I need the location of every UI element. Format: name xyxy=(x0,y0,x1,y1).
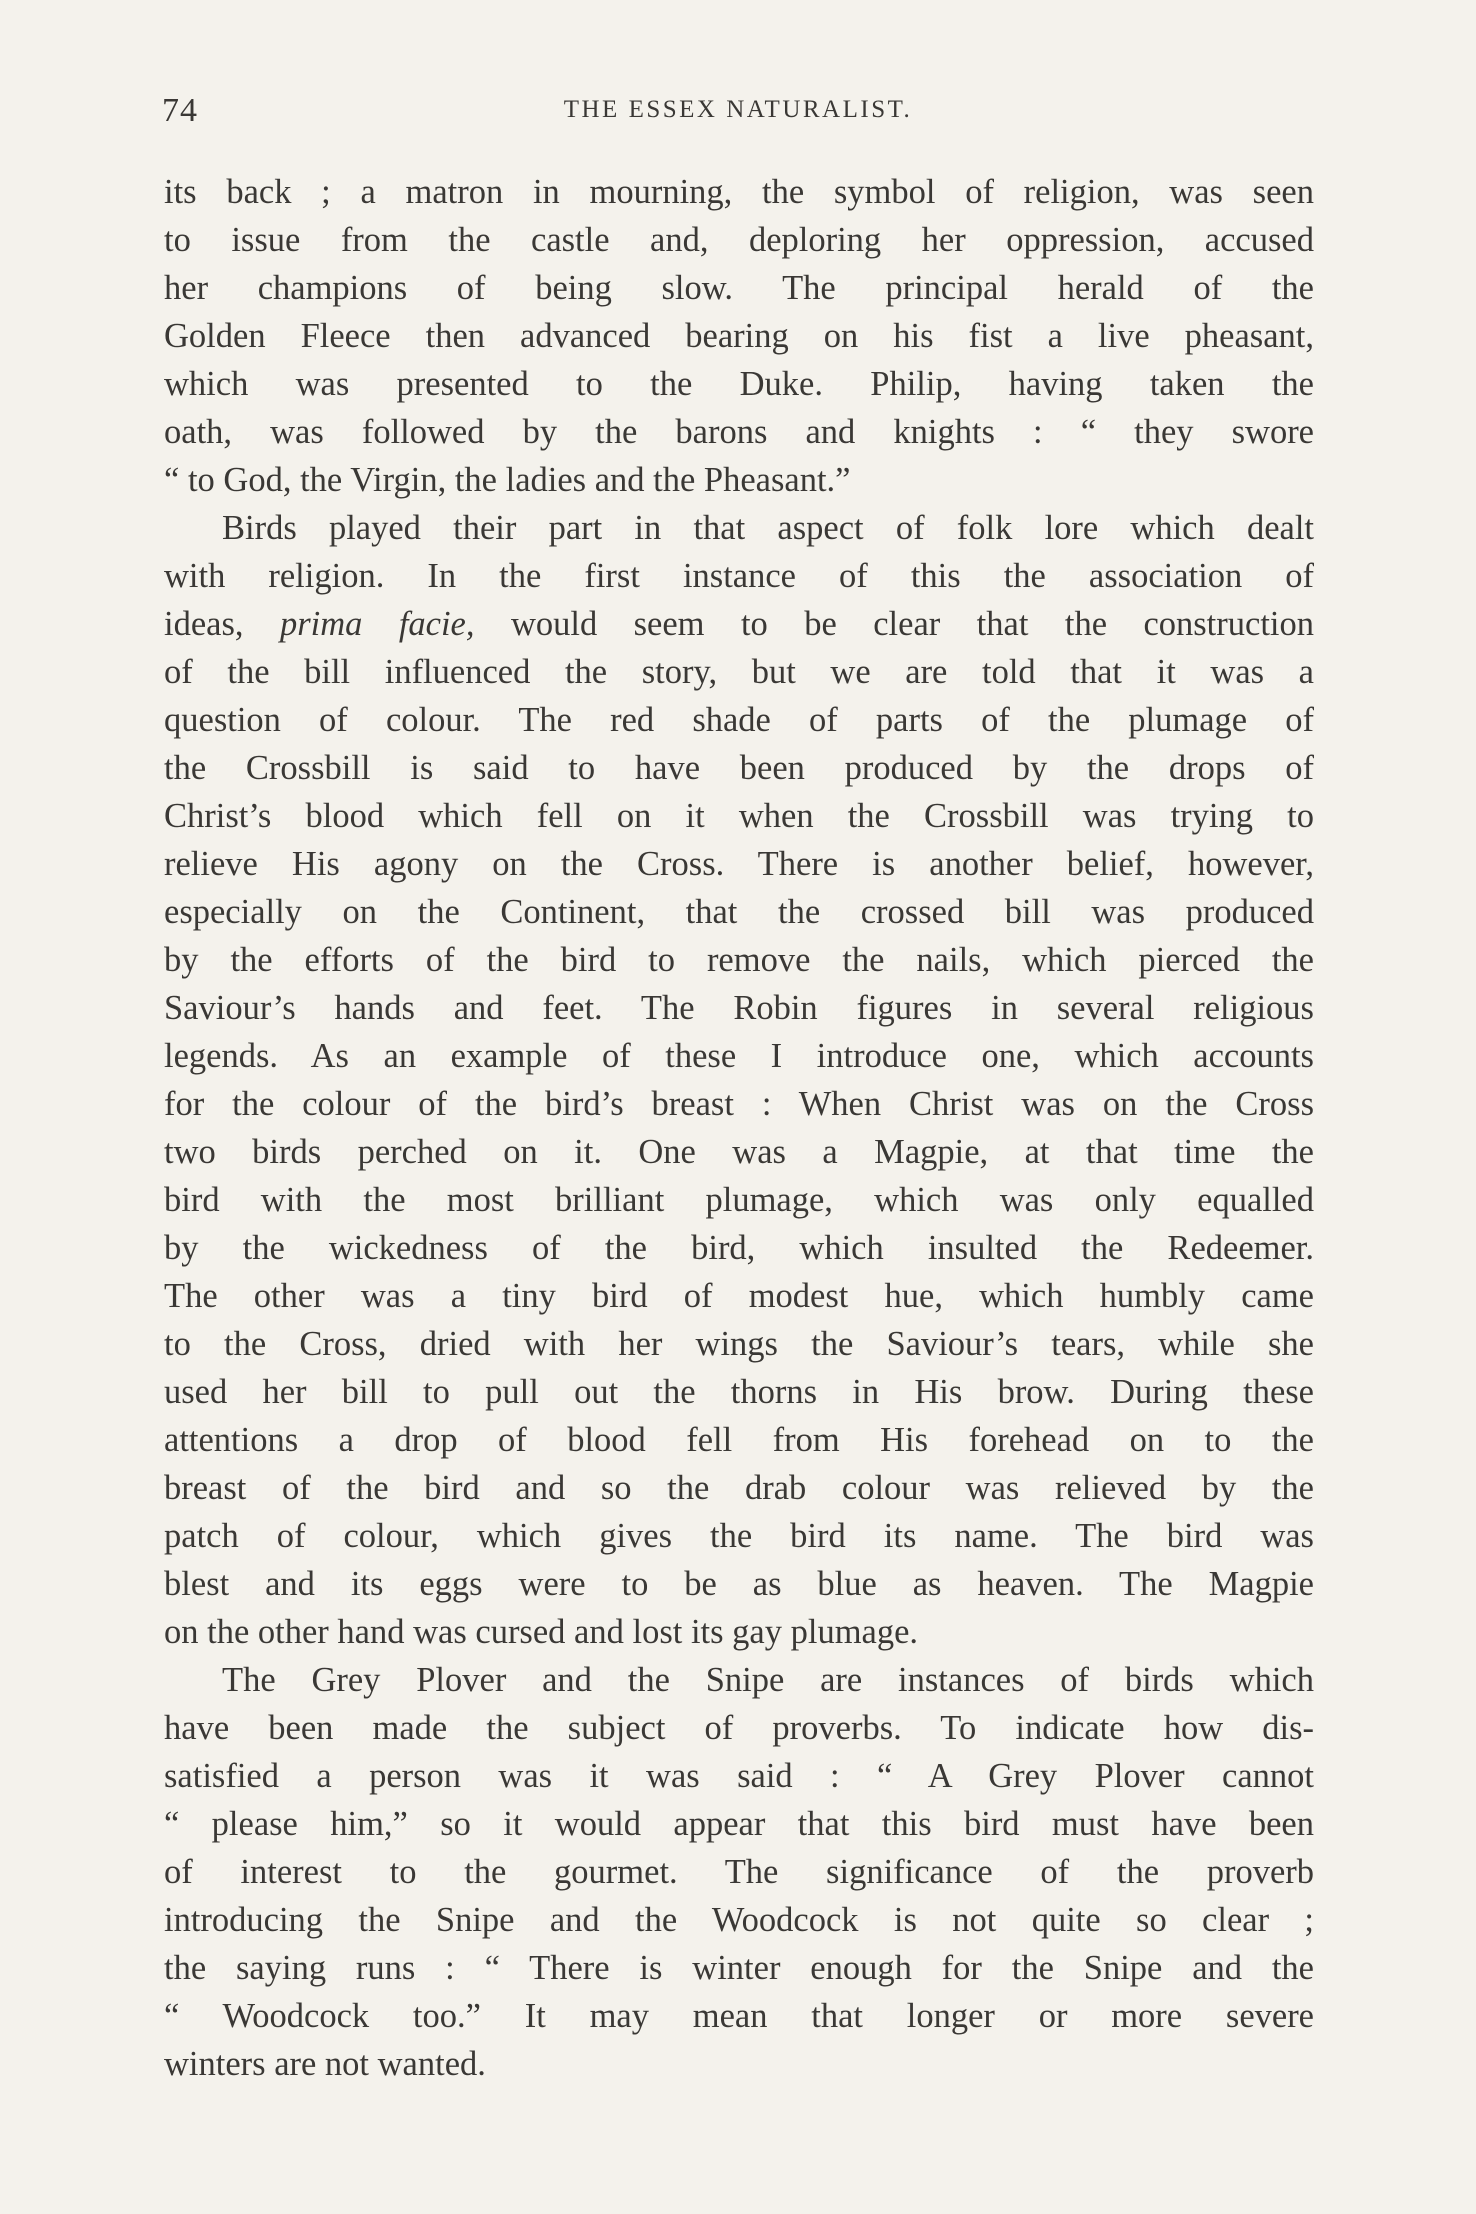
text-line: to the Cross, dried with her wings the Saviour’s tears, while she xyxy=(164,1325,1314,1363)
text-line: attentions a drop of blood fell from His forehead on to the xyxy=(164,1421,1314,1459)
text-line: with religion. In the first instance of this the association of xyxy=(164,557,1314,595)
text-line: question of colour. The red shade of parts of the plumage of xyxy=(164,701,1314,739)
text-line: which was presented to the Duke. Philip, having taken the xyxy=(164,365,1314,403)
text-line: legends. As an example of these I introduce one, which accounts xyxy=(164,1037,1314,1075)
text-line: blest and its eggs were to be as blue as heaven. The Magpie xyxy=(164,1565,1314,1603)
text-run: would seem to be clear that the construction xyxy=(474,605,1314,643)
text-line: “ to God, the Virgin, the ladies and the Pheasant.” xyxy=(164,461,851,499)
running-head xyxy=(162,92,1314,132)
text-line: Birds played their part in that aspect of folk lore which dealt xyxy=(222,509,1314,547)
italic-phrase: prima facie, xyxy=(279,605,475,643)
text-line: “ Woodcock too.” It may mean that longer or more severe xyxy=(164,1997,1314,2035)
journal-title: THE ESSEX NATURALIST. xyxy=(563,96,913,123)
text-line: of the bill influenced the story, but we are told that it was a xyxy=(164,653,1314,691)
text-run: ideas, xyxy=(164,605,280,643)
text-line: Christ’s blood which fell on it when the Crossbill was trying to xyxy=(164,797,1314,835)
text-line: breast of the bird and so the drab colour was relieved by the xyxy=(164,1469,1314,1507)
text-line: her champions of being slow. The principal herald of the xyxy=(164,269,1314,307)
text-line: bird with the most brilliant plumage, which was only equalled xyxy=(164,1181,1314,1219)
text-line-with-italic xyxy=(164,600,1314,648)
text-line: by the wickedness of the bird, which insulted the Redeemer. xyxy=(164,1229,1314,1267)
text-line: introducing the Snipe and the Woodcock is not quite so clear ; xyxy=(164,1901,1314,1939)
text-line: used her bill to pull out the thorns in His brow. During these xyxy=(164,1373,1314,1411)
text-line: winters are not wanted. xyxy=(164,2045,486,2083)
text-line: the Crossbill is said to have been produced by the drops of xyxy=(164,749,1314,787)
text-line: of interest to the gourmet. The significance of the proverb xyxy=(164,1853,1314,1891)
text-line: the saying runs : “ There is winter enough for the Snipe and the xyxy=(164,1949,1314,1987)
body-text xyxy=(164,168,1314,2088)
text-line: its back ; a matron in mourning, the symbol of religion, was seen xyxy=(164,173,1314,211)
text-line: relieve His agony on the Cross. There is another belief, however, xyxy=(164,845,1314,883)
text-line: to issue from the castle and, deploring her oppression, accused xyxy=(164,221,1314,259)
text-line: by the efforts of the bird to remove the nails, which pierced the xyxy=(164,941,1314,979)
text-line: “ please him,” so it would appear that this bird must have been xyxy=(164,1805,1314,1843)
text-line: The other was a tiny bird of modest hue, which humbly came xyxy=(164,1277,1314,1315)
text-line: Saviour’s hands and feet. The Robin figures in several religious xyxy=(164,989,1314,1027)
text-line: The Grey Plover and the Snipe are instances of birds which xyxy=(222,1661,1314,1699)
page-number: 74 xyxy=(162,92,198,129)
text-line: patch of colour, which gives the bird its name. The bird was xyxy=(164,1517,1314,1555)
text-line: have been made the subject of proverbs. To indicate how dis- xyxy=(164,1709,1314,1747)
text-line: especially on the Continent, that the crossed bill was produced xyxy=(164,893,1314,931)
text-line: satisfied a person was it was said : “ A Grey Plover cannot xyxy=(164,1757,1314,1795)
text-line: oath, was followed by the barons and knights : “ they swore xyxy=(164,413,1314,451)
text-line: on the other hand was cursed and lost its gay plumage. xyxy=(164,1613,919,1651)
text-line: for the colour of the bird’s breast : When Christ was on the Cross xyxy=(164,1085,1314,1123)
text-line: Golden Fleece then advanced bearing on his fist a live pheasant, xyxy=(164,317,1314,355)
text-line: two birds perched on it. One was a Magpie, at that time the xyxy=(164,1133,1314,1171)
